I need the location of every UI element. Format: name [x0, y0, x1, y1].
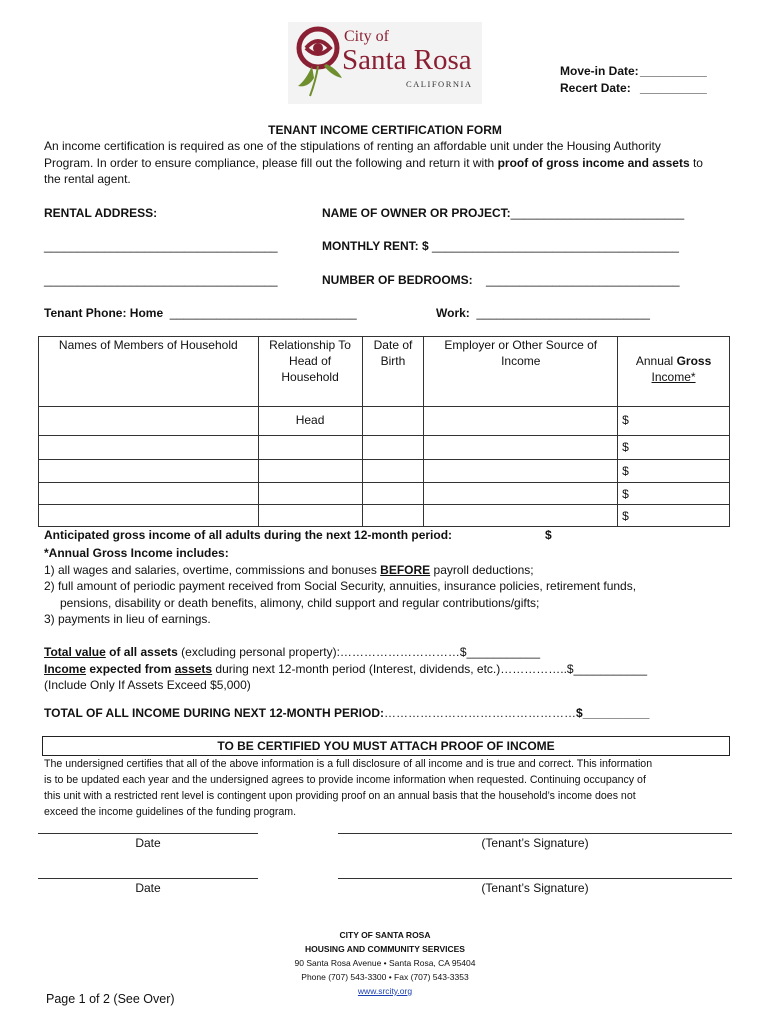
intro-line: the rental agent. — [44, 172, 131, 186]
anticipated-income-field[interactable]: $ — [545, 528, 552, 542]
date-label: Date — [135, 836, 161, 850]
employer-cell[interactable] — [424, 483, 618, 505]
col-employer-header: Employer or Other Source of Income — [424, 337, 618, 407]
movein-label: Move-in Date: — [560, 64, 639, 78]
relationship-cell[interactable] — [258, 483, 362, 505]
website-link[interactable]: www.srcity.org — [357, 986, 413, 996]
footer-org: CITY OF SANTA ROSA — [339, 930, 431, 940]
rose-icon — [292, 26, 348, 100]
relationship-cell: Head — [258, 407, 362, 436]
col-dob-header: Date of Birth — [362, 337, 424, 407]
city-logo — [288, 22, 482, 104]
relationship-cell[interactable] — [258, 505, 362, 527]
signature-line-1[interactable] — [338, 833, 732, 834]
intro-line: Program. In order to ensure compliance, please fill out the following and return it with proof of gross income and assets to — [44, 155, 703, 170]
list-item: 1) all wages and salaries, overtime, commissions and bonuses BEFORE payroll deductions; — [44, 562, 534, 577]
page-number: Page 1 of 2 (See Over) — [46, 992, 175, 1006]
income-cell[interactable]: $ — [618, 407, 730, 436]
relationship-cell[interactable] — [258, 436, 362, 460]
employer-cell[interactable] — [424, 460, 618, 483]
table-row[interactable] — [39, 407, 730, 436]
assets-note: (Include Only If Assets Exceed $5,000) — [44, 678, 251, 692]
footer-phone: Phone (707) 543-3300 • Fax (707) 543-3353 — [301, 972, 469, 982]
footer-address: 90 Santa Rosa Avenue • Santa Rosa, CA 95404 — [294, 958, 476, 968]
movein-field[interactable]: __________ — [640, 64, 707, 78]
list-item: 2) full amount of periodic payment received from Social Security, annuities, insurance policies, retirement funds, — [44, 579, 637, 593]
dob-cell[interactable] — [362, 460, 424, 483]
signature-line-2[interactable] — [338, 878, 732, 879]
signature-label: (Tenant’s Signature) — [481, 881, 589, 895]
logo-name-text: Santa Rosa — [342, 44, 472, 76]
income-cell[interactable]: $ — [618, 436, 730, 460]
signature-label: (Tenant’s Signature) — [481, 836, 589, 850]
footer-dept: HOUSING AND COMMUNITY SERVICES — [305, 944, 465, 954]
member-name-cell[interactable] — [39, 483, 259, 505]
cert-line: exceed the income guidelines of the funding program. — [44, 806, 297, 818]
recert-field[interactable]: __________ — [640, 81, 707, 95]
includes-title: *Annual Gross Income includes: — [44, 546, 229, 560]
intro-paragraph — [44, 138, 734, 188]
logo-city-text: City of — [344, 28, 389, 45]
date-label: Date — [135, 881, 161, 895]
cert-line: The undersigned certifies that all of the above information is a full disclosure of all income and is true and correct. This information — [44, 758, 653, 770]
rental-address-label: RENTAL ADDRESS: — [44, 206, 158, 220]
table-header-row — [39, 337, 730, 407]
dob-cell[interactable] — [362, 505, 424, 527]
col-annual-header: Annual Gross Income* — [618, 337, 730, 407]
dob-cell[interactable] — [362, 483, 424, 505]
total-income-field[interactable]: TOTAL OF ALL INCOME DURING NEXT 12-MONTH PERIOD:…………………………………………$__________ — [44, 706, 650, 720]
table-row[interactable] — [39, 436, 730, 460]
col-relationship-header: Relationship To Head of Household — [258, 337, 362, 407]
monthly-rent-field[interactable]: MONTHLY RENT: $ _____________________________________ — [322, 239, 679, 253]
recert-label: Recert Date: — [560, 81, 631, 95]
employer-cell[interactable] — [424, 436, 618, 460]
asset-income-field[interactable]: Income expected from assets during next 12-month period (Interest, dividends, etc.)……………..$___________ — [44, 661, 647, 676]
certification-paragraph — [44, 756, 728, 820]
income-includes-list — [44, 545, 734, 628]
list-item: pensions, disability or death benefits, alimony, child support and regular contributions/gifts; — [60, 595, 540, 610]
owner-project-field[interactable]: NAME OF OWNER OR PROJECT:__________________________ — [322, 206, 685, 220]
relationship-cell[interactable] — [258, 460, 362, 483]
member-name-cell[interactable] — [39, 505, 259, 527]
member-name-cell[interactable] — [39, 436, 259, 460]
income-cell[interactable]: $ — [618, 460, 730, 483]
col-names-header: Names of Members of Household — [39, 337, 259, 407]
address-line-1[interactable]: ___________________________________ — [44, 239, 278, 253]
assets-section — [44, 644, 734, 694]
cert-line: is to be updated each year and the undersigned agrees to provide income information when requested. Continuing occupancy of — [44, 774, 646, 786]
employer-cell[interactable] — [424, 505, 618, 527]
income-cell[interactable]: $ — [618, 505, 730, 527]
total-assets-field[interactable]: Total value of all assets (excluding personal property):…………………………$___________ — [44, 645, 541, 659]
phone-work-field[interactable]: Work: __________________________ — [436, 306, 650, 320]
form-title: TENANT INCOME CERTIFICATION FORM — [268, 123, 502, 137]
cert-line: this unit with a restricted rent level is contingent upon providing proof on an annual basis that the household’s income does not — [44, 790, 636, 802]
household-table — [38, 336, 730, 527]
employer-cell[interactable] — [424, 407, 618, 436]
logo-state-text: CALIFORNIA — [406, 79, 473, 89]
table-row[interactable] — [39, 460, 730, 483]
list-item: 3) payments in lieu of earnings. — [44, 612, 211, 626]
member-name-cell[interactable] — [39, 460, 259, 483]
member-name-cell[interactable] — [39, 407, 259, 436]
dob-cell[interactable] — [362, 407, 424, 436]
dob-cell[interactable] — [362, 436, 424, 460]
proof-of-income-banner: TO BE CERTIFIED YOU MUST ATTACH PROOF OF INCOME — [42, 736, 730, 756]
income-cell[interactable]: $ — [618, 483, 730, 505]
date-line-1[interactable] — [38, 833, 258, 834]
intro-line: An income certification is required as one of the stipulations of renting an affordable unit under the Housing Authority — [44, 139, 661, 153]
table-row[interactable] — [39, 483, 730, 505]
phone-home-field[interactable]: Tenant Phone: Home ____________________________ — [44, 306, 357, 320]
date-line-2[interactable] — [38, 878, 258, 879]
table-row[interactable] — [39, 505, 730, 527]
anticipated-income-label: Anticipated gross income of all adults during the next 12-month period: — [44, 528, 453, 542]
address-line-2[interactable]: ___________________________________ — [44, 273, 278, 287]
bedrooms-field[interactable]: NUMBER OF BEDROOMS: _____________________________ — [322, 273, 680, 287]
